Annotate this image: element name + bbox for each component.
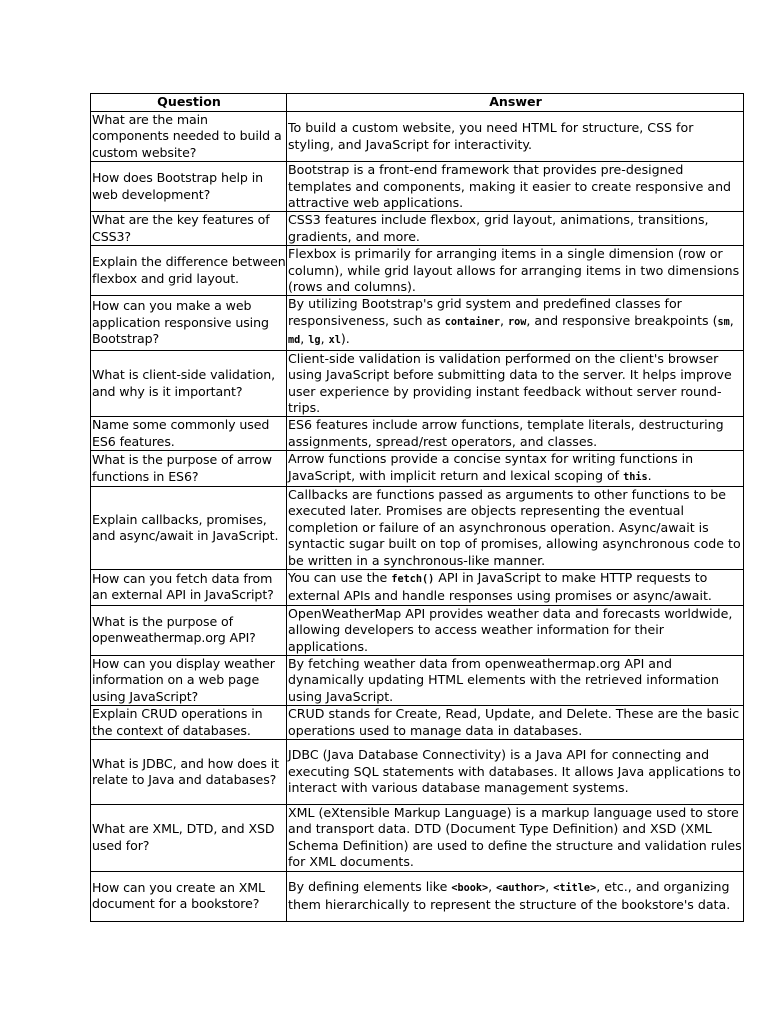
answer-code-segment: this — [623, 471, 648, 483]
header-row — [91, 94, 744, 112]
table-row — [91, 162, 744, 212]
question-cell: What is the purpose of arrow functions in ES6? — [91, 451, 287, 487]
answer-text-segment: , — [320, 331, 329, 347]
question-cell: Explain CRUD operations in the context of databases. — [91, 706, 287, 740]
answer-cell — [287, 706, 744, 740]
question-cell: What are the key features of CSS3? — [91, 212, 287, 246]
table-row — [91, 296, 744, 350]
answer-text-segment: By utilizing Bootstrap's grid system and predefined classes for responsiveness, such as — [288, 296, 682, 328]
answer-code-segment: fetch() — [391, 573, 435, 585]
answer-code-segment: row — [507, 316, 527, 328]
answer-cell — [287, 246, 744, 296]
question-cell: How can you make a web application responsive using Bootstrap? — [91, 296, 287, 350]
answer-text-segment: To build a custom website, you need HTML for structure, CSS for styling, and JavaScript for interactivity. — [288, 120, 694, 152]
answer-cell — [287, 656, 744, 706]
question-cell: What are XML, DTD, and XSD used for? — [91, 805, 287, 872]
table-row — [91, 246, 744, 296]
answer-cell — [287, 296, 744, 350]
answer-text-segment: , — [300, 331, 309, 347]
table-row — [91, 656, 744, 706]
answer-code-segment: <book> — [451, 882, 489, 894]
table-row — [91, 569, 744, 605]
question-cell: What is the purpose of openweathermap.org API? — [91, 605, 287, 655]
answer-text-segment: , — [545, 878, 554, 894]
question-cell: How can you fetch data from an external API in JavaScript? — [91, 569, 287, 605]
table-row — [91, 112, 744, 162]
qa-table — [90, 93, 744, 922]
answer-text-segment: ES6 features include arrow functions, template literals, destructuring assignments, spread/rest operators, and classes. — [288, 417, 724, 449]
answer-text-segment: XML (eXtensible Markup Language) is a markup language used to store and transport data. DTD (Document Type Definition) and XSD (XML Schema Definition) are used to define the structure and validation rules for XML documents. — [288, 805, 742, 870]
answer-text-segment: Flexbox is primarily for arranging items in a single dimension (row or column), while grid layout allows for arranging items in two dimensions (rows and columns). — [288, 246, 740, 295]
answer-cell — [287, 112, 744, 162]
answer-cell — [287, 605, 744, 655]
answer-text-segment: , — [729, 312, 734, 328]
answer-text-segment: , etc., and organizing them hierarchically to represent the structure of the bookstore's data. — [288, 878, 731, 913]
answer-text-segment: CSS3 features include flexbox, grid layout, animations, transitions, gradients, and more. — [288, 212, 709, 244]
answer-text-segment: Callbacks are functions passed as arguments to other functions to be executed later. Promises are objects representing the eventual completion or failure of an asynchronous operation. Async/await is syntactic sugar built on top of promises, allowing asynchronous code to be written in a synchronous-like manner. — [288, 486, 741, 568]
answer-code-segment: xl — [328, 335, 341, 347]
answer-cell — [287, 740, 744, 805]
answer-text-segment: By defining elements like — [288, 878, 452, 894]
answer-text-segment: You can use the — [288, 569, 392, 585]
answer-code-segment: lg — [308, 335, 321, 347]
answer-text-segment: , and responsive breakpoints ( — [526, 312, 718, 328]
answer-cell — [287, 871, 744, 921]
table-row — [91, 706, 744, 740]
qa-table-body — [91, 112, 744, 922]
question-cell: What are the main components needed to build a custom website? — [91, 112, 287, 162]
table-row — [91, 871, 744, 921]
answer-text-segment: By fetching weather data from openweathermap.org API and dynamically updating HTML elements with the retrieved information using JavaScript. — [288, 656, 719, 704]
table-row — [91, 451, 744, 487]
answer-text-segment: Arrow functions provide a concise syntax for writing functions in JavaScript, with implicit return and lexical scoping of — [288, 451, 694, 483]
question-cell: How does Bootstrap help in web development? — [91, 162, 287, 212]
answer-cell — [287, 350, 744, 417]
answer-text-segment: , — [499, 312, 508, 328]
table-row — [91, 486, 744, 569]
question-cell: What is JDBC, and how does it relate to Java and databases? — [91, 740, 287, 805]
table-row — [91, 605, 744, 655]
answer-code-segment: md — [288, 335, 301, 347]
answer-code-segment: <author> — [496, 882, 546, 894]
answer-text-segment: ). — [340, 331, 350, 347]
answer-code-segment: <title> — [553, 882, 597, 894]
answer-text-segment: . — [647, 467, 652, 483]
table-row — [91, 212, 744, 246]
answer-text-segment: JDBC (Java Database Connectivity) is a Java API for connecting and executing SQL statements with databases. It allows Java applications to interact with various database management systems. — [288, 747, 741, 796]
answer-text-segment: Bootstrap is a front-end framework that provides pre-designed templates and components, making it easier to create responsive and attractive web applications. — [288, 162, 732, 211]
question-cell: Explain callbacks, promises, and async/await in JavaScript. — [91, 486, 287, 569]
answer-cell — [287, 569, 744, 605]
answer-cell — [287, 212, 744, 246]
answer-text-segment: , — [488, 878, 497, 894]
answer-cell — [287, 451, 744, 487]
question-cell: What is client-side validation, and why is it important? — [91, 350, 287, 417]
table-row — [91, 417, 744, 451]
answer-text-segment: OpenWeatherMap API provides weather data and forecasts worldwide, allowing developers to access weather information for their applications. — [288, 605, 733, 654]
answer-cell — [287, 486, 744, 569]
table-row — [91, 740, 744, 805]
answer-cell — [287, 805, 744, 872]
question-cell: How can you display weather information on a web page using JavaScript? — [91, 656, 287, 706]
answer-code-segment: container — [444, 316, 500, 328]
question-cell: Explain the difference between flexbox and grid layout. — [91, 246, 287, 296]
answer-column-header: Answer — [287, 94, 744, 112]
question-column-header: Question — [91, 94, 287, 112]
table-row — [91, 805, 744, 872]
answer-text-segment: API in JavaScript to make HTTP requests to external APIs and handle responses using promises or async/await. — [288, 569, 712, 604]
question-cell: Name some commonly used ES6 features. — [91, 417, 287, 451]
answer-text-segment: Client-side validation is validation performed on the client's browser using JavaScript before submitting data to the server. It helps improve user experience by providing instant feedback without server round-trips. — [288, 350, 732, 415]
answer-text-segment: CRUD stands for Create, Read, Update, and Delete. These are the basic operations used to manage data in databases. — [288, 706, 740, 738]
answer-cell — [287, 417, 744, 451]
answer-code-segment: sm — [717, 316, 730, 328]
question-cell: How can you create an XML document for a bookstore? — [91, 871, 287, 921]
answer-cell — [287, 162, 744, 212]
table-row — [91, 350, 744, 417]
